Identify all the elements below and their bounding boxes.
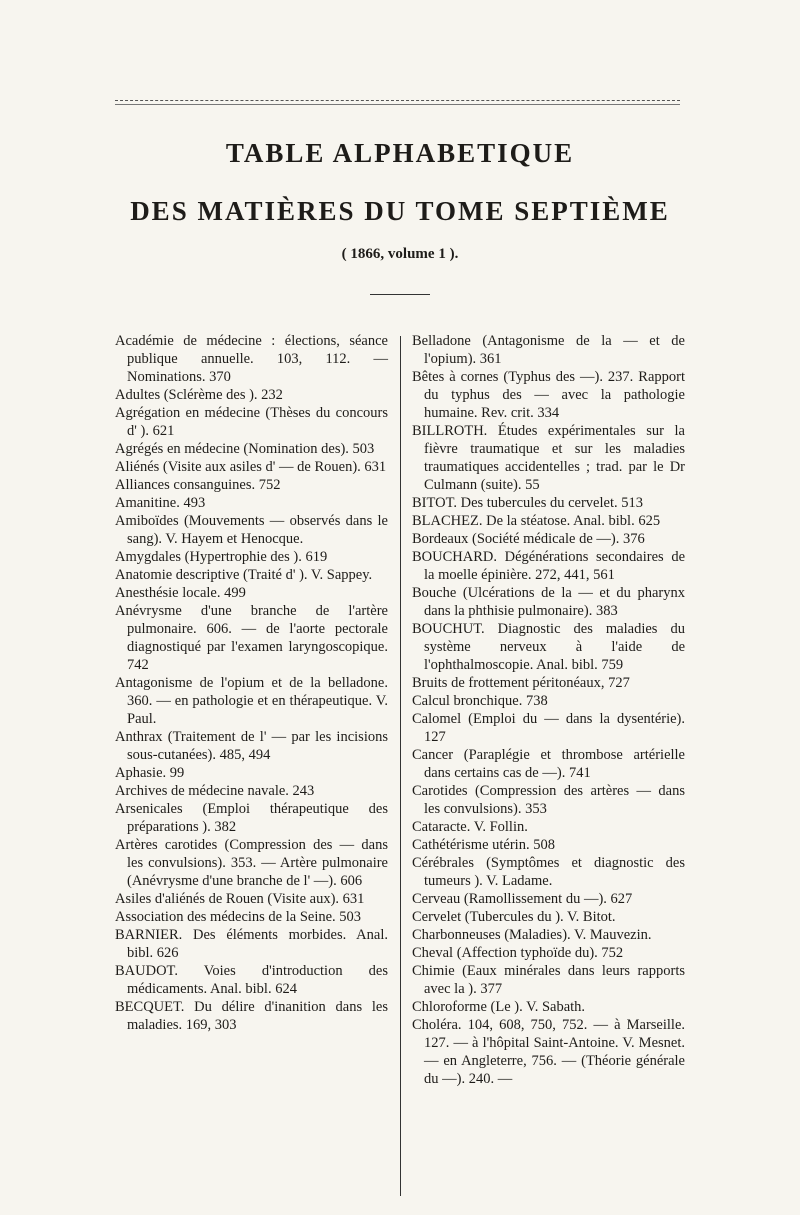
index-entry: Cataracte. V. Follin. — [412, 819, 528, 835]
index-entry: Cervelet (Tubercules du ). V. Bitot. — [412, 909, 616, 925]
left-column — [115, 332, 388, 1034]
index-entry: Charbonneuses (Maladies). V. Mauvezin. — [412, 927, 652, 943]
index-entry: Bruits de frottement péritonéaux, 727 — [412, 675, 630, 691]
volume-subtitle: ( 1866, volume 1 ). — [341, 246, 459, 262]
index-entry: BOUCHUT. Diagnostic des maladies du système nerveux à l'aide de l'ophthalmoscopie. Anal. bibl. 759 — [412, 621, 685, 673]
index-entry: Alliances consanguines. 752 — [115, 477, 281, 493]
index-entry: Cheval (Affection typhoïde du). 752 — [412, 945, 624, 961]
index-entry: Bouche (Ulcérations de la — et du pharynx dans la phthisie pulmonaire). 383 — [412, 585, 685, 619]
index-entry: Aphasie. 99 — [115, 765, 185, 781]
short-divider — [370, 294, 430, 295]
top-rule — [115, 100, 680, 101]
index-entry: Artères carotides (Compression des — dans les convulsions). 353. — Artère pulmonaire (Anévrysme d'une branche de l' —). 606 — [115, 837, 388, 889]
index-entry: BECQUET. Du délire d'inanition dans les maladies. 169, 303 — [115, 999, 388, 1033]
index-entry: Aliénés (Visite aux asiles d' — de Rouen). 631 — [115, 459, 387, 475]
index-entry: Antagonisme de l'opium et de la belladone. 360. — en pathologie et en thérapeutique. V. Paul. — [115, 675, 388, 727]
index-entry: Anthrax (Traitement de l' — par les incisions sous-cutanées). 485, 494 — [115, 729, 388, 763]
index-entry: Choléra. 104, 608, 750, 752. — à Marseille. 127. — à l'hôpital Saint-Antoine. V. Mesnet. — en Angleterre, 756. — (Théorie générale du —). 240. — — [412, 1017, 685, 1087]
index-entry: Belladone (Antagonisme de la — et de l'opium). 361 — [412, 333, 685, 367]
index-entry: Agrégés en médecine (Nomination des). 503 — [115, 441, 375, 457]
index-entry: Anesthésie locale. 499 — [115, 585, 246, 601]
column-divider — [400, 336, 401, 1196]
right-column — [412, 332, 685, 1088]
index-entry: Amanitine. 493 — [115, 495, 206, 511]
index-entry: Carotides (Compression des artères — dans les convulsions). 353 — [412, 783, 685, 817]
index-entry: Chloroforme (Le ). V. Sabath. — [412, 999, 586, 1015]
index-entry: Cathétérisme utérin. 508 — [412, 837, 555, 853]
index-entry: BLACHEZ. De la stéatose. Anal. bibl. 625 — [412, 513, 661, 529]
index-entry: Calcul bronchique. 738 — [412, 693, 548, 709]
index-entry: Anévrysme d'une branche de l'artère pulmonaire. 606. — de l'aorte pectorale diagnostiqué par l'examen laryngoscopique. 742 — [115, 603, 388, 673]
index-entry: Association des médecins de la Seine. 503 — [115, 909, 362, 925]
index-entry: Chimie (Eaux minérales dans leurs rapports avec la ). 377 — [412, 963, 685, 997]
page-title-line2: DES MATIÈRES DU TOME SEPTIÈME — [130, 196, 670, 226]
index-entry: Anatomie descriptive (Traité d' ). V. Sappey. — [115, 567, 373, 583]
index-entry: Arsenicales (Emploi thérapeutique des préparations ). 382 — [115, 801, 388, 835]
index-entry: Amiboïdes (Mouvements — observés dans le sang). V. Hayem et Henocque. — [115, 513, 388, 547]
index-entry: Cancer (Paraplégie et thrombose artérielle dans certains cas de —). 741 — [412, 747, 685, 781]
index-entry: Agrégation en médecine (Thèses du concours d' ). 621 — [115, 405, 388, 439]
index-entry: Calomel (Emploi du — dans la dysentérie). 127 — [412, 711, 685, 745]
index-entry: BOUCHARD. Dégénérations secondaires de la moelle épinière. 272, 441, 561 — [412, 549, 685, 583]
index-entry: Adultes (Sclérème des ). 232 — [115, 387, 283, 403]
index-entry: Bordeaux (Société médicale de —). 376 — [412, 531, 645, 547]
top-rule-solid — [115, 104, 680, 105]
index-entry: Archives de médecine navale. 243 — [115, 783, 315, 799]
index-entry: BARNIER. Des éléments morbides. Anal. bibl. 626 — [115, 927, 388, 961]
index-entry: BAUDOT. Voies d'introduction des médicaments. Anal. bibl. 624 — [115, 963, 388, 997]
page-title: TABLE ALPHABETIQUE — [225, 138, 575, 168]
index-entry: BILLROTH. Études expérimentales sur la fièvre traumatique et sur les maladies traumatiques accidentelles ; trad. par le Dr Culmann (suite). 55 — [412, 423, 685, 493]
index-entry: Académie de médecine : élections, séance publique annuelle. 103, 112. — Nominations. 370 — [115, 333, 388, 385]
index-entry: Bêtes à cornes (Typhus des —). 237. Rapport du typhus des — avec la pathologie humaine. Rev. crit. 334 — [412, 369, 685, 421]
index-entry: Amygdales (Hypertrophie des ). 619 — [115, 549, 328, 565]
index-entry: Cerveau (Ramollissement du —). 627 — [412, 891, 633, 907]
index-entry: Cérébrales (Symptômes et diagnostic des tumeurs ). V. Ladame. — [412, 855, 685, 889]
index-entry: Asiles d'aliénés de Rouen (Visite aux). 631 — [115, 891, 365, 907]
index-entry: BITOT. Des tubercules du cervelet. 513 — [412, 495, 643, 511]
